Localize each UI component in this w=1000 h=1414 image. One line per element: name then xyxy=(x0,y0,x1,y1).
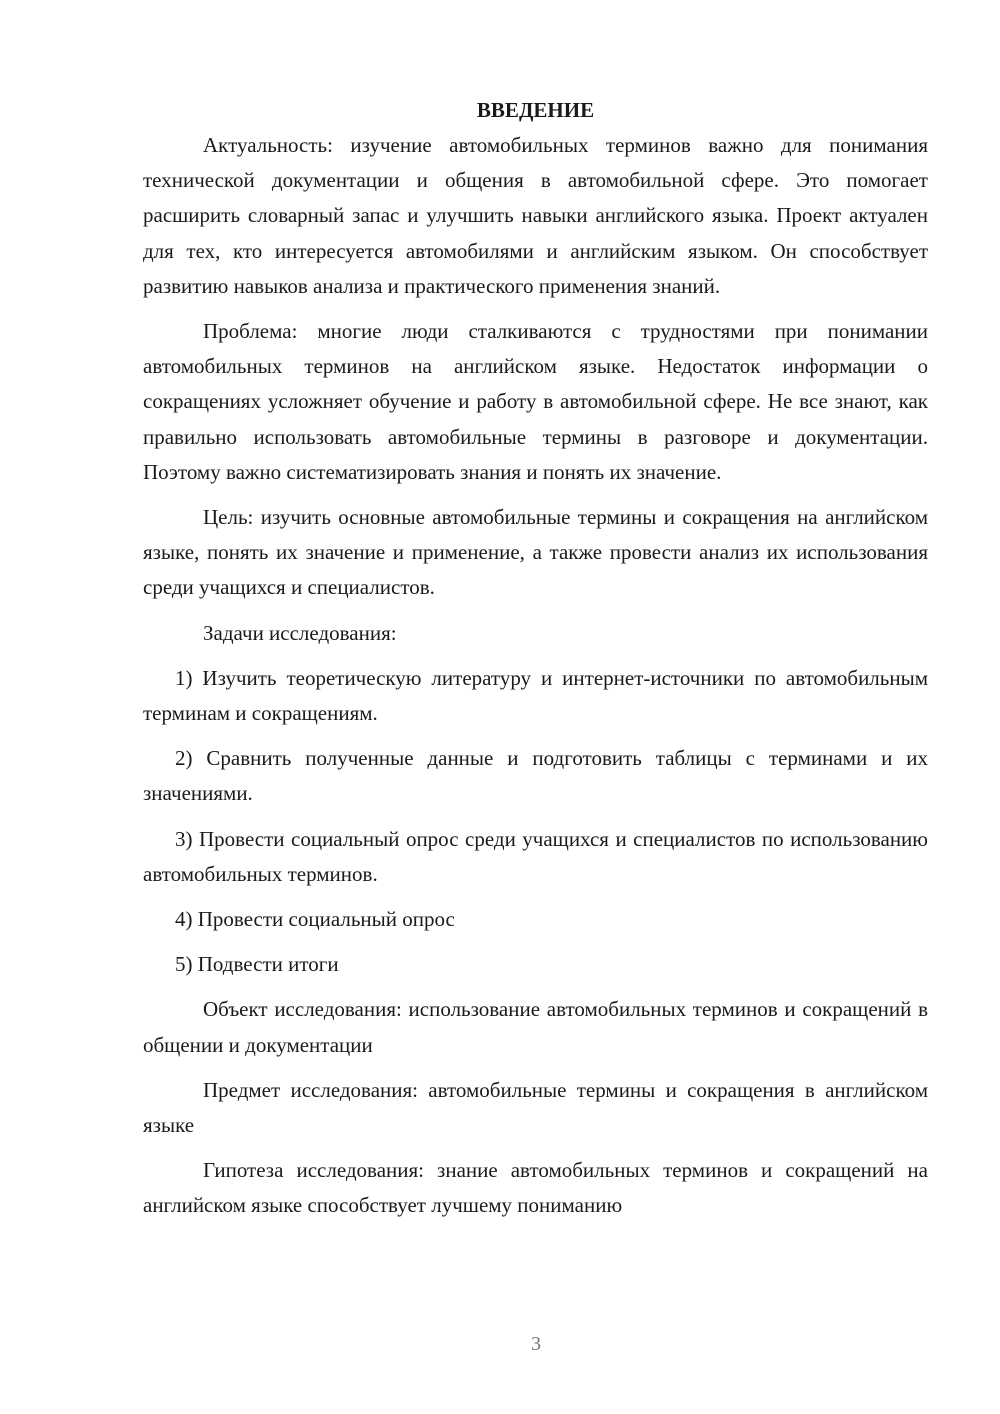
task-item: 3) Провести социальный опрос среди учащихся и специалистов по использованию автомобильных терминов. xyxy=(143,826,928,886)
task-item: 4) Провести социальный опрос xyxy=(175,907,455,932)
task-item: 1) Изучить теоретическую литературу и интернет-источники по автомобильным терминам и сокращениям. xyxy=(143,665,928,726)
page-number: 3 xyxy=(531,1333,541,1355)
paragraph-relevance: Актуальность: изучение автомобильных терминов важно для понимания технической документации и общения в автомобильной сфере. Это помогает расширить словарный запас и улучшить навыки английского языка. Проект актуален для тех, кто интересуется автомобилями и английским языком. Он способствует развитию навыков анализа и практического применения знаний. xyxy=(143,133,928,298)
task-item: 5) Подвести итоги xyxy=(175,952,339,977)
document-body xyxy=(143,92,928,1234)
section-heading: ВВЕДЕНИЕ xyxy=(476,98,595,122)
task-item: 2) Сравнить полученные данные и подготовить таблицы с терминами и их значениями. xyxy=(143,746,928,806)
paragraph-object: Объект исследования: использование автомобильных терминов и сокращений в общении и документации xyxy=(143,997,928,1057)
paragraph-hypothesis: Гипотеза исследования: знание автомобильных терминов и сокращений на английском языке способствует лучшему пониманию xyxy=(143,1158,928,1218)
paragraph-tasks-heading: Задачи исследования: xyxy=(203,620,397,645)
paragraph-goal: Цель: изучить основные автомобильные термины и сокращения на английском языке, понять их значение и применение, а также провести анализ их использования среди учащихся и специалистов. xyxy=(143,505,928,600)
paragraph-problem: Проблема: многие люди сталкиваются с трудностями при понимании автомобильных терминов на английском языке. Недостаток информации о сокращениях усложняет обучение и работу в автомобильной сфере. Не все знают, как правильно использовать автомобильные термины в разговоре и документации. Поэтому важно систематизировать знания и понять их значение. xyxy=(143,319,928,484)
paragraph-subject: Предмет исследования: автомобильные термины и сокращения в английском языке xyxy=(143,1077,928,1138)
